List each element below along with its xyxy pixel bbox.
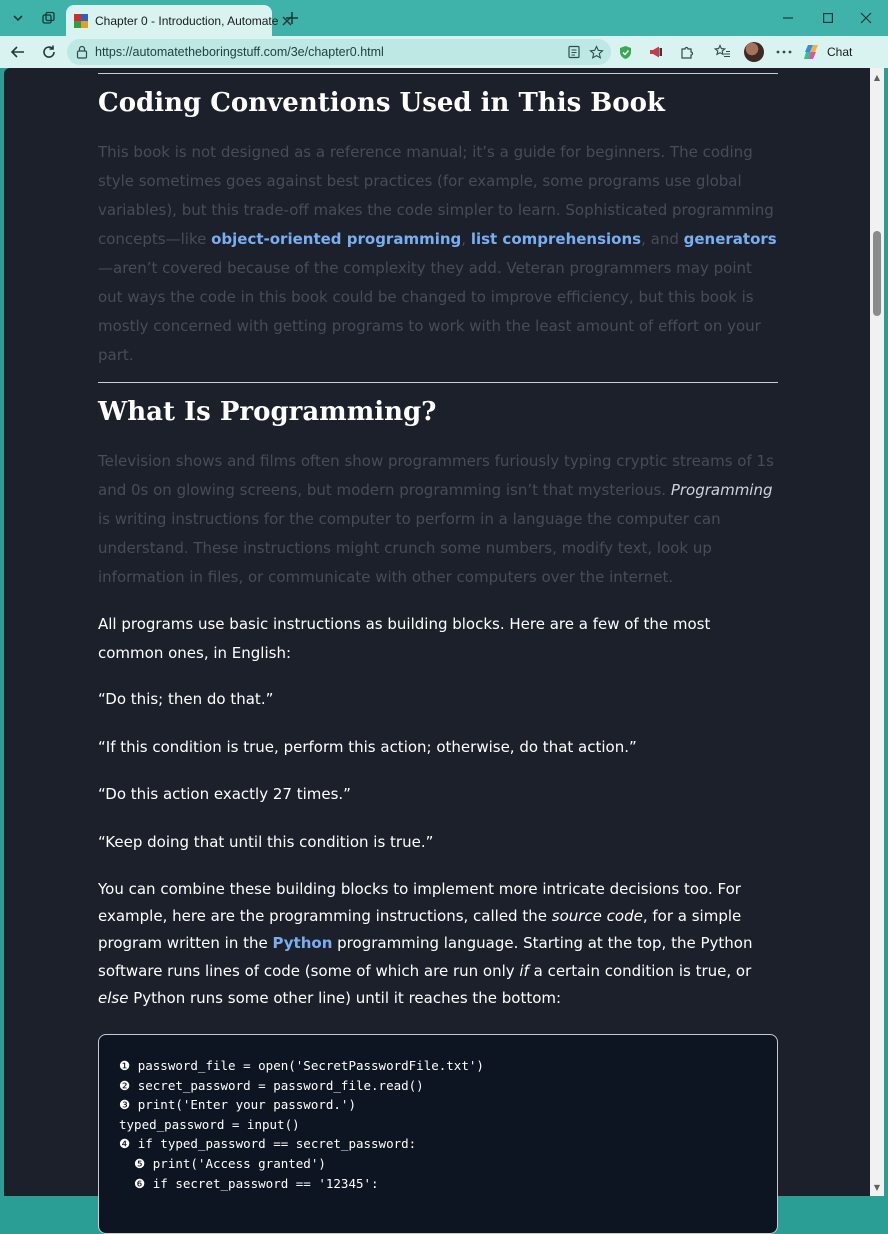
tab-active[interactable] <box>66 5 279 36</box>
close-icon <box>861 13 871 23</box>
star-icon <box>589 45 604 60</box>
code-line: ❷ secret_password = password_file.read() <box>119 1077 424 1093</box>
copilot-chat-button[interactable] <box>803 40 861 64</box>
address-bar[interactable] <box>67 39 611 65</box>
code-line: ❸ print('Enter your password.') <box>119 1097 356 1113</box>
minimize-icon <box>783 13 793 23</box>
refresh-button[interactable] <box>36 40 62 64</box>
paragraph-building-blocks: All programs use basic instructions as building blocks. Here are a few of the most common ones, in English: <box>98 615 711 662</box>
maximize-icon <box>823 13 833 23</box>
favorites-list-icon <box>714 44 731 60</box>
favorites-button[interactable] <box>711 41 733 63</box>
quote-keep-doing: “Keep doing that until this condition is true.” <box>98 833 434 851</box>
chat-label: Chat <box>827 45 853 59</box>
lock-icon <box>75 45 89 59</box>
plus-icon <box>285 11 299 25</box>
section-heading-what-is-programming: What Is Programming? <box>98 397 437 427</box>
profile-avatar[interactable] <box>744 42 764 62</box>
back-button[interactable] <box>5 40 31 64</box>
close-window-button[interactable] <box>846 0 886 36</box>
quote-if-condition: “If this condition is true, perform this action; otherwise, do that action.” <box>98 738 637 756</box>
text-run: Television shows and films often show programmers furiously typing cryptic streams of 1s and 0s on glowing screens, but modern programming isn’t that mysterious. <box>98 452 774 499</box>
puzzle-icon <box>679 44 695 60</box>
text-run: programming language. Starting at the top, the Python software runs lines of code (some of which are run only <box>98 934 753 980</box>
emphasis-source-code: source code <box>551 907 643 926</box>
code-line: ❺ print('Access granted') <box>119 1155 326 1171</box>
link-list-comprehensions[interactable]: list comprehensions <box>470 230 642 248</box>
link-object-oriented-programming[interactable]: object-oriented programming <box>211 230 462 248</box>
chevron-down-icon <box>12 12 24 24</box>
vertical-scrollbar[interactable] <box>870 68 884 1196</box>
section-divider <box>98 73 778 74</box>
tab-title: Chapter 0 - Introduction, Automate <box>95 13 279 28</box>
reading-view-icon <box>567 45 581 59</box>
quote-27-times: “Do this action exactly 27 times.” <box>98 785 351 803</box>
megaphone-extension-button[interactable] <box>645 41 667 63</box>
link-python[interactable]: Python <box>272 934 333 953</box>
site-favicon-icon <box>74 14 88 28</box>
extensions-button[interactable] <box>676 41 698 63</box>
emphasis-if: if <box>519 961 529 980</box>
reading-view-button[interactable] <box>563 41 585 63</box>
minimize-button[interactable] <box>768 0 808 36</box>
url-text[interactable]: https://automatetheboringstuff.com/3e/chapter0.html <box>95 45 384 59</box>
emphasis-else: else <box>98 988 129 1007</box>
more-dots-icon <box>776 50 792 54</box>
emphasis-programming: Programming <box>670 481 773 499</box>
page-viewport[interactable] <box>4 68 884 1196</box>
quote-do-this: “Do this; then do that.” <box>98 690 274 708</box>
text-run: a certain condition is true, or <box>528 961 752 980</box>
scroll-up-arrow-icon[interactable]: ▲ <box>873 72 881 82</box>
scroll-down-arrow-icon[interactable]: ▼ <box>873 1182 881 1192</box>
browser-toolbar <box>0 36 888 68</box>
tab-actions-menu-button[interactable] <box>5 6 31 30</box>
text-run: , <box>461 230 471 248</box>
shield-icon <box>618 45 633 60</box>
section-divider <box>98 382 778 383</box>
arrow-left-icon <box>10 44 26 60</box>
text-run: Python runs some other line) until it reaches the bottom: <box>128 988 562 1007</box>
code-line: ❻ if secret_password == '12345': <box>119 1175 379 1191</box>
text-run: , and <box>641 230 684 248</box>
paragraph-programming-intro <box>98 447 778 592</box>
tab-strip <box>0 0 888 36</box>
text-run: You can combine these building blocks to implement more intricate decisions too. For example, here are the programming instructions, called the <box>98 880 741 926</box>
copilot-icon <box>803 43 821 61</box>
favorite-star-button[interactable] <box>585 41 607 63</box>
megaphone-icon <box>648 44 664 60</box>
paragraph-coding-conventions <box>98 138 778 370</box>
section-heading-coding-conventions: Coding Conventions Used in This Book <box>98 88 665 118</box>
code-line: ❶ password_file = open('SecretPasswordFile.txt') <box>119 1058 484 1073</box>
refresh-icon <box>41 44 57 60</box>
workspaces-icon <box>40 10 56 26</box>
paragraph-source-code <box>98 876 778 1012</box>
text-run: —aren’t covered because of the complexity they add. Veteran programmers may point out ways the code in this book could be changed to improve efficiency, but this book is mostly concerned with getting programs to work with the least amount of effort on your part. <box>98 259 761 364</box>
text-run: is writing instructions for the computer to perform in a language the computer can understand. These instructions might crunch some numbers, modify text, look up information in files, or communicate with other computers over the internet. <box>98 510 721 586</box>
scrollbar-thumb[interactable] <box>873 231 881 316</box>
code-line: typed_password = input() <box>119 1116 300 1132</box>
code-line: ❹ if typed_password == secret_password: <box>119 1136 417 1152</box>
link-generators[interactable]: generators <box>683 230 777 248</box>
new-tab-button[interactable] <box>281 7 303 29</box>
text-run: This book is not designed as a reference manual; it’s a guide for beginners. The coding style sometimes goes against best practices (for example, some programs use global variables), but this trade-off makes the code simpler to learn. Sophisticated programming concepts—like <box>98 143 774 248</box>
shield-extension-button[interactable] <box>614 41 636 63</box>
maximize-button[interactable] <box>808 0 848 36</box>
code-block <box>98 1034 778 1234</box>
text-run: , for a simple program written in the <box>98 907 742 953</box>
more-options-button[interactable] <box>773 41 795 63</box>
workspaces-button[interactable] <box>35 6 61 30</box>
